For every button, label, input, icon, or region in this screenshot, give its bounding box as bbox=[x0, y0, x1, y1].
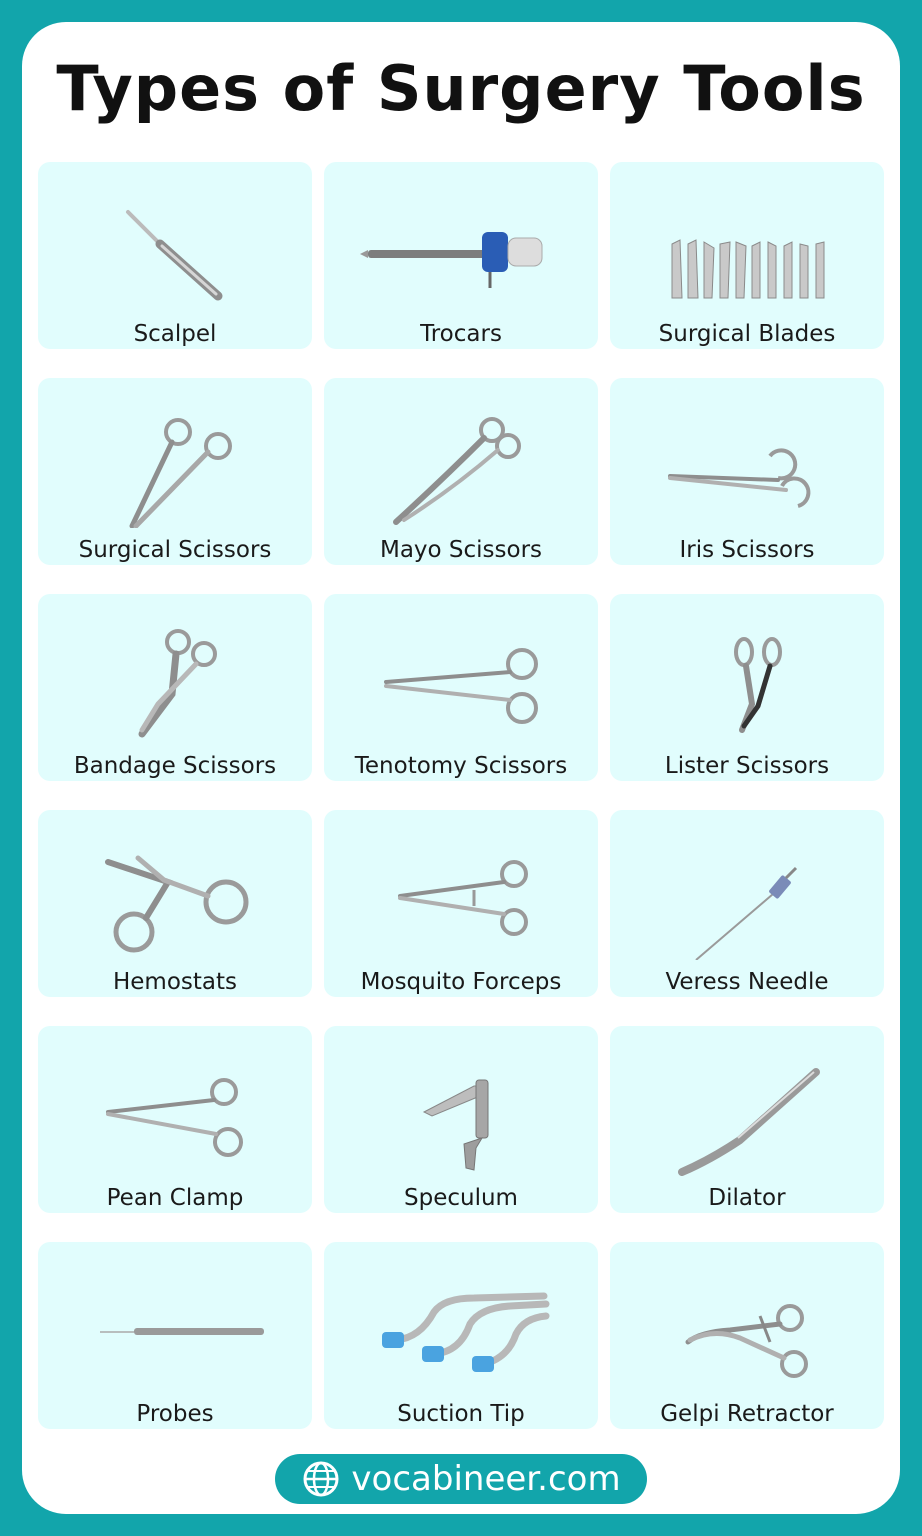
tool-label: Iris Scissors bbox=[679, 537, 815, 563]
tool-tile-mayo-scissors bbox=[324, 378, 598, 565]
tool-tile-scalpel bbox=[38, 162, 312, 349]
tool-tile-probes bbox=[38, 1242, 312, 1429]
tool-label: Surgical Blades bbox=[658, 321, 836, 347]
tool-tile-pean-clamp bbox=[38, 1026, 312, 1213]
tool-tile-suction-tip bbox=[324, 1242, 598, 1429]
tool-label: Mayo Scissors bbox=[379, 537, 543, 563]
mosquito-forceps-icon bbox=[324, 810, 598, 960]
lister-scissors-icon bbox=[610, 594, 884, 744]
tool-label: Suction Tip bbox=[397, 1401, 525, 1427]
mayo-scissors-icon bbox=[324, 378, 598, 528]
tool-label: Surgical Scissors bbox=[78, 537, 272, 563]
website-badge[interactable] bbox=[275, 1454, 647, 1504]
tool-tile-lister-scissors bbox=[610, 594, 884, 781]
tool-label: Speculum bbox=[404, 1185, 518, 1211]
tool-tile-dilator bbox=[610, 1026, 884, 1213]
gelpi-retractor-icon bbox=[610, 1242, 884, 1392]
tool-label: Gelpi Retractor bbox=[660, 1401, 834, 1427]
suction-tip-icon bbox=[324, 1242, 598, 1392]
tool-tile-surgical-scissors bbox=[38, 378, 312, 565]
hemostat-icon bbox=[38, 810, 312, 960]
tool-label: Veress Needle bbox=[665, 969, 829, 995]
veress-needle-icon bbox=[610, 810, 884, 960]
scalpel-icon bbox=[38, 162, 312, 312]
tool-label: Pean Clamp bbox=[106, 1185, 244, 1211]
tenotomy-scissors-icon bbox=[324, 594, 598, 744]
speculum-icon bbox=[324, 1026, 598, 1176]
trocar-icon bbox=[324, 162, 598, 312]
tool-label: Bandage Scissors bbox=[73, 753, 277, 779]
tool-tile-veress-needle bbox=[610, 810, 884, 997]
tool-label: Probes bbox=[136, 1401, 214, 1427]
tool-label: Trocars bbox=[420, 321, 502, 347]
tool-tile-trocars bbox=[324, 162, 598, 349]
tool-tile-hemostats bbox=[38, 810, 312, 997]
tool-tile-tenotomy-scissors bbox=[324, 594, 598, 781]
tool-tile-iris-scissors bbox=[610, 378, 884, 565]
surgical-scissors-icon bbox=[38, 378, 312, 528]
tools-grid bbox=[38, 162, 884, 1429]
tool-label: Dilator bbox=[708, 1185, 786, 1211]
tool-tile-bandage-scissors bbox=[38, 594, 312, 781]
pean-clamp-icon bbox=[38, 1026, 312, 1176]
website-url[interactable]: vocabineer.com bbox=[351, 1459, 621, 1499]
tool-label: Lister Scissors bbox=[664, 753, 830, 779]
tool-label: Mosquito Forceps bbox=[360, 969, 562, 995]
tool-label: Scalpel bbox=[133, 321, 217, 347]
dilator-icon bbox=[610, 1026, 884, 1176]
surgical-blades-icon bbox=[610, 162, 884, 312]
tool-tile-surgical-blades bbox=[610, 162, 884, 349]
bandage-scissors-icon bbox=[38, 594, 312, 744]
tool-tile-speculum bbox=[324, 1026, 598, 1213]
page-title: Types of Surgery Tools bbox=[56, 52, 866, 125]
tool-label: Tenotomy Scissors bbox=[354, 753, 568, 779]
iris-scissors-icon bbox=[610, 378, 884, 528]
tool-label: Hemostats bbox=[112, 969, 238, 995]
probe-icon bbox=[38, 1242, 312, 1392]
globe-icon bbox=[301, 1459, 341, 1499]
tool-tile-mosquito-forceps bbox=[324, 810, 598, 997]
tool-tile-gelpi-retractor bbox=[610, 1242, 884, 1429]
